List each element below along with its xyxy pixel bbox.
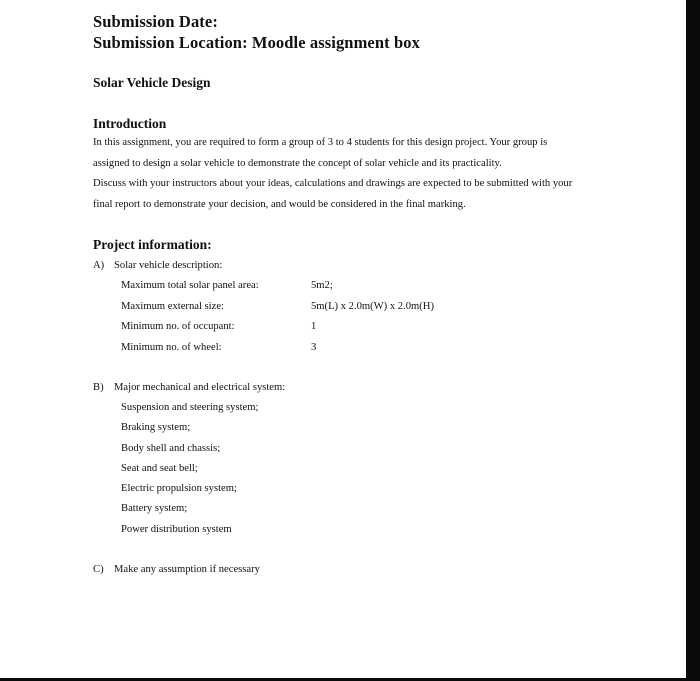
intro-line: final report to demonstrate your decision, and would be considered in the final marking. (93, 198, 466, 210)
section-c-marker: C) (93, 564, 104, 575)
section-c-title: Make any assumption if necessary (114, 564, 260, 575)
introduction-body (93, 133, 618, 215)
project-info-heading: Project information: (93, 237, 212, 252)
section-a-title: Solar vehicle description: (114, 260, 223, 271)
section-a-marker: A) (93, 260, 105, 271)
system-item: Electric propulsion system; (121, 483, 237, 494)
system-item: Power distribution system (121, 524, 232, 535)
system-item: Braking system; (121, 422, 191, 433)
spec-value: 5m2; (311, 280, 333, 291)
spec-value: 1 (311, 321, 317, 332)
viewer-frame-right (686, 0, 700, 681)
section-b-marker: B) (93, 382, 104, 393)
spec-label: Maximum total solar panel area: (121, 280, 259, 291)
intro-line: Discuss with your instructors about your ideas, calculations and drawings are expected to be submitted with your (93, 178, 573, 189)
project-title: Solar Vehicle Design (93, 75, 211, 90)
submission-location: Submission Location: Moodle assignment box (93, 33, 420, 52)
spec-label: Minimum no. of wheel: (121, 342, 222, 353)
spec-value: 3 (311, 342, 317, 353)
system-item: Body shell and chassis; (121, 443, 221, 454)
intro-line: assigned to design a solar vehicle to demonstrate the concept of solar vehicle and its practicality. (93, 157, 502, 169)
intro-line: In this assignment, you are required to form a group of 3 to 4 students for this design project. Your group is (93, 137, 548, 148)
system-item: Suspension and steering system; (121, 402, 259, 413)
introduction-heading: Introduction (93, 116, 167, 131)
section-b-title: Major mechanical and electrical system: (114, 382, 286, 393)
spec-label: Maximum external size: (121, 301, 224, 312)
submission-date-label: Submission Date: (93, 12, 218, 31)
system-item: Seat and seat bell; (121, 463, 198, 474)
spec-value: 5m(L) x 2.0m(W) x 2.0m(H) (311, 301, 434, 312)
system-item: Battery system; (121, 503, 188, 514)
spec-label: Minimum no. of occupant: (121, 321, 235, 332)
